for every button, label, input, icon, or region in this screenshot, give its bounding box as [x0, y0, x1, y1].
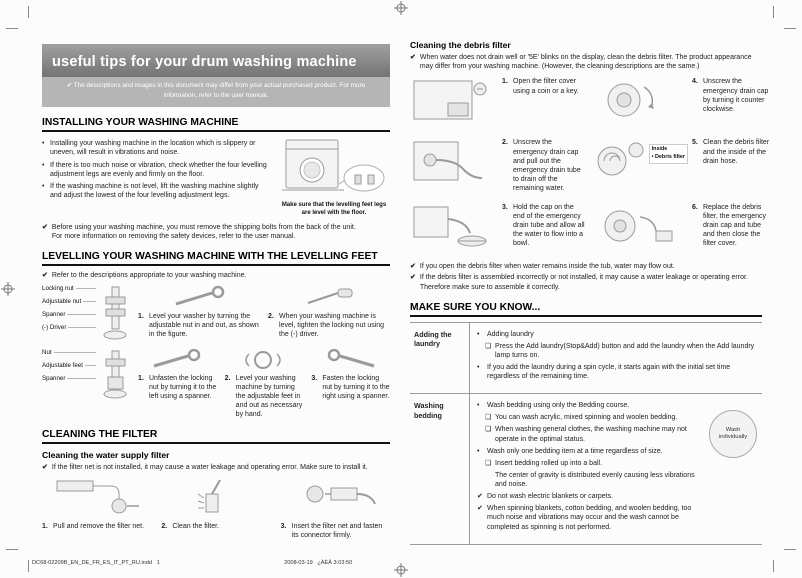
diagram-label [42, 298, 96, 305]
step-number: 2. [268, 312, 274, 320]
label-line: Inside [651, 146, 668, 153]
item-text: Insert bedding rolled up into a ball. [495, 459, 603, 467]
debris-warning-2 [410, 273, 762, 291]
registration-mark-top [394, 1, 408, 15]
filter-note [42, 463, 390, 472]
check-icon: ✔ [477, 492, 483, 500]
item-text: When spinning blankets, cotton bedding, and woolen bedding, too much noise and vibrations may occur and the wash cannot be completed as spinning is not performed. [487, 504, 692, 531]
driver-illustration [298, 285, 360, 309]
step-text [502, 77, 586, 128]
right-column [410, 40, 770, 545]
subsection-heading: Cleaning the water supply filter [42, 449, 170, 460]
step-number: 1. [42, 523, 48, 531]
step-column [138, 285, 260, 341]
list-item [477, 447, 699, 456]
list-item [477, 330, 755, 339]
step-text [502, 138, 586, 193]
check-icon: ✔ [42, 272, 48, 280]
shipping-bolts-note [42, 223, 390, 241]
label-text: Locking nut [42, 284, 74, 292]
label-text: Nut [42, 348, 52, 356]
bullet-icon: • [42, 161, 45, 169]
note-text: If the filter net is not installed, it may cause a water leakage and operating error. Make sure to install it. [51, 463, 368, 471]
bullet-text: Installing your washing machine in the location which is slippery or uneven, will result in vibrations and noise. [50, 140, 256, 157]
figure-caption: Make sure that the levelling feet legs are level with the floor. [281, 202, 387, 217]
leader-line [67, 314, 96, 315]
bullet-icon: • [477, 364, 480, 372]
step-number: 2. [502, 139, 508, 147]
bullet-icon: • [477, 447, 480, 455]
step-number: 1. [138, 374, 144, 382]
step-body: Unscrew the emergency drain cap by turning it counter clockwise. [703, 78, 769, 113]
crop-mark [28, 6, 29, 18]
washing-machine-illustration [282, 137, 386, 195]
check-icon: ✔ [410, 263, 416, 271]
leader-line [68, 327, 96, 328]
crop-mark [28, 560, 29, 572]
step-text [311, 374, 390, 401]
print-footer: DC68-02209B_EN_DE_FR_ES_IT_PT_RU.indd 1 2008-03-19 ¿ÀÈÄ 3:03:50 [32, 560, 353, 566]
crop-mark [773, 560, 774, 572]
left-column [42, 44, 390, 540]
note-line: Before using your washing machine, you must remove the shipping bolts from the back of the unit. [51, 223, 356, 231]
replace-filter-illustration [590, 203, 682, 249]
wash-individually-badge: Wash individually [709, 410, 757, 458]
diagram-label [42, 311, 96, 318]
step-column [268, 285, 390, 341]
hand-turning-illustration [235, 349, 293, 371]
step-column [225, 349, 304, 419]
step-number: 3. [311, 374, 318, 382]
item-text: Wash bedding using only the Bedding course. [487, 402, 630, 410]
levelling-steps-2 [138, 349, 390, 419]
square-bullet-icon: ❏ [485, 342, 492, 350]
label-text: Adjustable nut [42, 297, 82, 305]
row-content [470, 394, 762, 543]
list-item [42, 161, 270, 179]
step-number: 1. [138, 312, 144, 320]
item-text: You can wash acrylic, mixed spinning and woolen bedding. [495, 414, 678, 422]
diagram-label [42, 285, 96, 292]
blank-marker [485, 471, 492, 490]
note-text [52, 223, 356, 241]
water-filter-steps [42, 476, 390, 540]
step-text [268, 312, 390, 339]
section-cleaning-filter [42, 429, 390, 540]
registration-mark-left [1, 282, 15, 296]
step-image [410, 138, 498, 193]
step-column [311, 349, 390, 419]
list-item [477, 401, 699, 410]
levelling-diagram-2 [42, 349, 390, 419]
banner-note: ✔ The descriptions and images in this document may differ from your actual purchased product. For more information, refer to the user manual. [42, 77, 390, 107]
step-number: 3. [280, 523, 287, 531]
step-body: Clean the filter. [172, 523, 220, 531]
step-number: 1. [502, 78, 508, 86]
section-heading: INSTALLING YOUR WASHING MACHINE [42, 117, 390, 132]
section-heading: CLEANING THE FILTER [42, 429, 390, 444]
step-number: 6. [692, 204, 698, 212]
spanner-illustration [148, 349, 206, 371]
debris-note [410, 53, 762, 71]
step-body: Unfasten the locking nut by turning it to the left using a spanner. [149, 374, 217, 400]
step-body: Pull and remove the filter net. [53, 523, 145, 531]
step-body: Fasten the locking nut by turning it to the right using a spanner. [322, 374, 390, 400]
label-text: Adjustable feet [42, 361, 83, 369]
clean-filter-illustration [168, 476, 264, 518]
list-item [485, 413, 699, 422]
washer-figure [278, 137, 390, 218]
bullet-text: If the washing machine is not level, lift the washing machine slightly and adjust the lowest of the four levelling adjustment legs. [50, 183, 259, 200]
section-heading: LEVELLING YOUR WASHING MACHINE WITH THE LEVELLING FEET [42, 251, 390, 266]
note-text: When water does not drain well or '5E' blinks on the display, clean the debris filter. The product appearance may differ from your washing machine. (However, the cleaning descriptions are the same.) [419, 54, 752, 71]
table-row [410, 393, 762, 543]
step-column [161, 476, 270, 540]
list-item [485, 342, 755, 361]
leader-line [85, 365, 96, 366]
crop-mark [784, 28, 796, 29]
registration-mark-bottom [394, 563, 408, 577]
step-text [225, 374, 304, 419]
crop-mark [784, 549, 796, 550]
label-line: • Debris filter [651, 154, 685, 161]
know-table [410, 322, 762, 545]
step-body: Level your washer by turning the adjustable nut in and out, as shown in the figure. [149, 312, 259, 338]
spanner-illustration [168, 285, 230, 309]
step-body: Unscrew the emergency drain cap and pull out the emergency drain tube to drain off the remaining water. [513, 139, 581, 192]
leader-line [67, 378, 96, 379]
spanner-illustration [322, 349, 380, 371]
note-line: For more information on removing the safety devices, refer to the user manual. [51, 233, 296, 241]
step-text [692, 203, 774, 254]
step-text [502, 203, 586, 254]
debris-steps-grid [410, 77, 770, 254]
bullet-icon: • [477, 402, 480, 410]
section-installing [42, 117, 390, 241]
insert-filter-net-illustration [287, 476, 383, 518]
step-text [281, 522, 390, 540]
levelling-leg-illustration [100, 285, 130, 341]
step-image [590, 203, 688, 254]
step-body: Replace the debris filter, the emergency drain cap and tube and then close the filter cover. [703, 204, 767, 248]
levelling-diagram-1 [42, 285, 390, 341]
note-text: Refer to the descriptions appropriate to your washing machine. [51, 272, 247, 280]
diagram-labels [42, 285, 130, 341]
item-text: If you add the laundry during a spin cycle, it starts again with the initial set time regardless of the remaining time. [487, 364, 731, 381]
label-text: (-) Driver [42, 323, 67, 331]
levelling-steps-1 [138, 285, 390, 341]
item-text: Press the Add laundry(Stop&Add) button and add the laundry when the Add laundry lamp turns on. [495, 342, 755, 360]
step-number: 5. [692, 139, 698, 147]
installing-bullets [42, 139, 270, 216]
bullet-icon: • [42, 183, 45, 191]
step-body: Clean the debris filter and the inside of the drain hose. [703, 139, 770, 165]
leader-line [83, 301, 96, 302]
diagram-label [42, 362, 96, 369]
label-text: Spanner [42, 374, 66, 382]
bullet-icon: • [42, 140, 45, 148]
bullet-text: If there is too much noise or vibration, check whether the four levelling adjustment legs are evenly and firmly on the floor. [50, 161, 267, 178]
title-banner [42, 44, 390, 107]
label-text: Spanner [42, 310, 66, 318]
check-icon: ✔ [410, 274, 416, 282]
adjustable-foot-illustration [100, 349, 130, 401]
crop-mark [773, 6, 774, 18]
levelling-note [42, 271, 390, 280]
square-bullet-icon: ❏ [485, 414, 492, 422]
step-text [42, 522, 151, 531]
step-text [161, 522, 270, 531]
row-label: Washing bedding [410, 394, 470, 543]
diagram-label [42, 324, 96, 331]
item-text: Adding laundry [487, 330, 534, 338]
step-column [281, 476, 390, 540]
step-body: Open the filter cover using a coin or a key. [513, 78, 579, 95]
note-text: If the debris filter is assembled incorrectly or not installed, it may cause a water leakage or operating error. Therefore make sure to assemble it correctly. [419, 274, 748, 291]
square-bullet-icon: ❏ [485, 459, 492, 467]
step-image [410, 203, 498, 254]
section-levelling [42, 251, 390, 419]
step-image [590, 77, 688, 128]
row-content [470, 323, 762, 394]
step-image [590, 138, 688, 193]
check-icon: ✔ [42, 223, 48, 231]
list-item [485, 471, 699, 490]
note-text: If you open the debris filter when water remains inside the tub, water may flow out. [419, 263, 675, 271]
open-filter-cover-illustration [410, 77, 490, 123]
section-make-sure [410, 302, 762, 545]
crop-mark [6, 549, 18, 550]
step-column [138, 349, 217, 419]
diagram-labels [42, 349, 130, 419]
diagram-label [42, 349, 96, 356]
step-body: Level your washing machine by turning the adjustable feet in and out as necessary by hand. [235, 374, 303, 418]
section-heading: MAKE SURE YOU KNOW... [410, 302, 762, 317]
list-item [477, 504, 699, 532]
item-text: Wash only one bedding item at a time regardless of size. [487, 447, 663, 455]
list-item [477, 363, 755, 382]
step-number: 2. [161, 523, 168, 531]
bullet-icon: • [477, 330, 480, 338]
list-item [477, 492, 699, 501]
item-text: The center of gravity is distributed evenly causing less vibrations and noise. [495, 471, 695, 488]
step-text [692, 77, 774, 128]
check-icon: ✔ [477, 504, 483, 512]
inside-debris-filter-label [649, 144, 688, 163]
step-body: Hold the cap on the end of the emergency drain tube and allow all the water to flow into a bowl. [513, 204, 585, 248]
leader-line [76, 288, 96, 289]
table-row [410, 323, 762, 394]
page-title: useful tips for your drum washing machine [42, 44, 390, 77]
step-text [138, 374, 217, 401]
diagram-label [42, 375, 96, 382]
unscrew-cap-illustration [590, 77, 682, 123]
step-text [692, 138, 774, 193]
row-label: Adding the laundry [410, 323, 470, 394]
step-text [138, 312, 260, 339]
list-item [485, 459, 699, 468]
debris-heading: Cleaning the debris filter [410, 40, 511, 50]
debris-filter-illustration [590, 138, 648, 184]
check-icon: ✔ [42, 463, 48, 471]
step-column [42, 476, 151, 540]
drain-into-bowl-illustration [410, 203, 490, 249]
item-text: Do not wash electric blankets or carpets. [487, 492, 614, 500]
debris-warning-1 [410, 262, 762, 271]
step-body: Insert the filter net and fasten its connector firmly. [291, 523, 383, 540]
item-text: When washing general clothes, the washing machine may not operate in the optimal status. [495, 426, 687, 443]
crop-mark [6, 28, 18, 29]
step-number: 3. [502, 204, 508, 212]
step-body: When your washing machine is level, tighten the locking nut using the (-) driver. [279, 312, 385, 338]
check-icon: ✔ [410, 54, 416, 61]
list-item [42, 139, 270, 157]
leader-line [54, 352, 96, 353]
square-bullet-icon: ❏ [485, 426, 492, 434]
list-item [485, 425, 699, 444]
step-image [410, 77, 498, 128]
list-item [42, 182, 270, 200]
remove-filter-net-illustration [49, 476, 145, 518]
step-number: 2. [224, 374, 231, 382]
pull-drain-tube-illustration [410, 138, 490, 184]
step-number: 4. [692, 78, 698, 86]
